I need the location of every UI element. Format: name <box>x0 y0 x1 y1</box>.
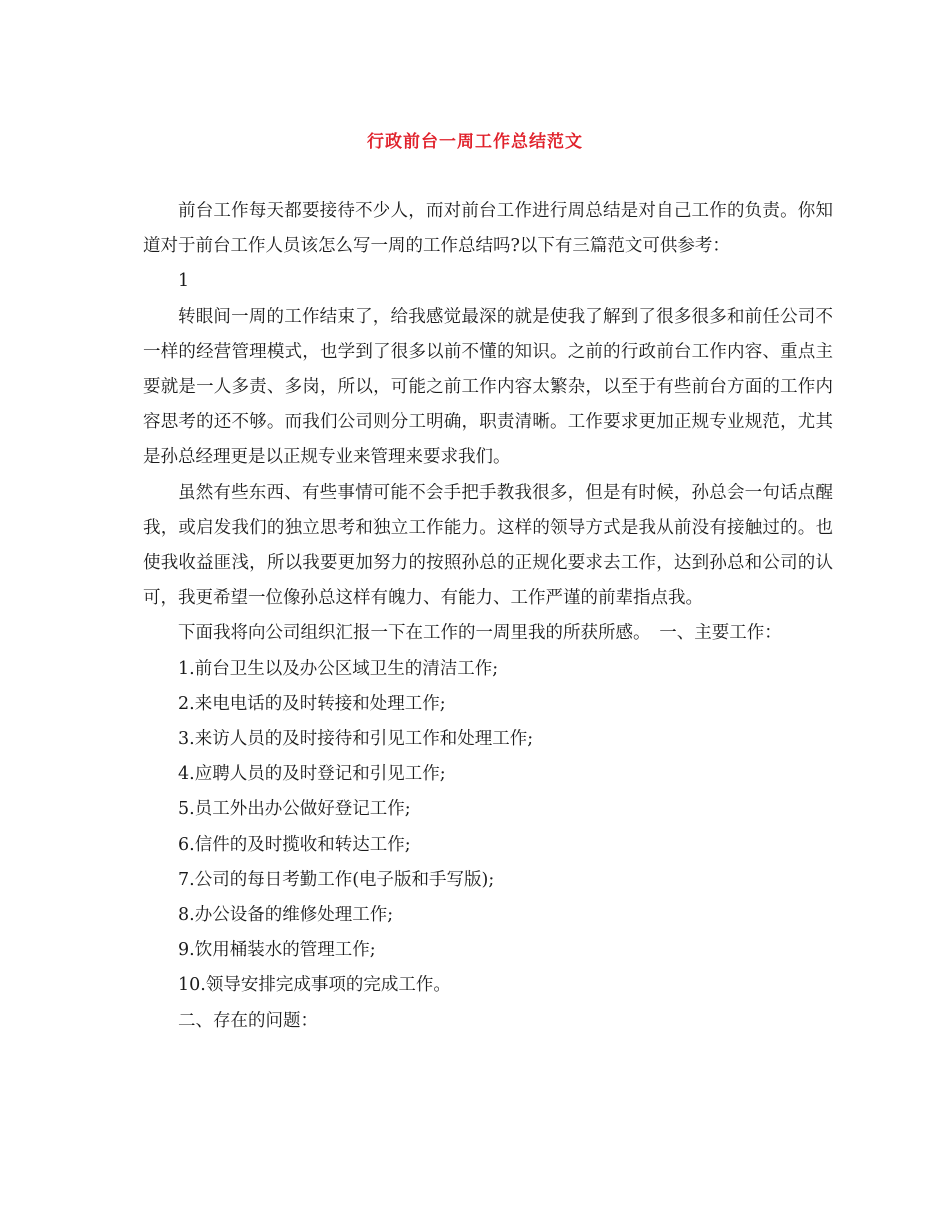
list-item: 9.饮用桶装水的管理工作; <box>178 940 376 961</box>
list-item: 5.员工外出办公做好登记工作; <box>178 799 411 820</box>
list-item: 2.来电电话的及时转接和处理工作; <box>178 693 446 714</box>
list-item: 3.来访人员的及时接待和引见工作和处理工作; <box>178 729 534 750</box>
list-item: 6.信件的及时揽收和转达工作; <box>178 834 411 855</box>
section-heading: 二、存在的问题： <box>178 1010 318 1031</box>
list-item: 8.办公设备的维修处理工作; <box>178 905 394 926</box>
paragraph-number: 1 <box>178 271 190 292</box>
list-item: 4.应聘人员的及时登记和引见工作; <box>178 764 446 785</box>
paragraph-body: 转眼间一周的工作结束了，给我感觉最深的就是使我了解到了很多很多和前任公司不一样的经营管理模式，也学到了很多以前不懂的知识。之前的行政前台工作内容、重点主要就是一人多责、多岗，所以，可能之前工作内容太繁杂，以至于有些前台方面的工作内容思考的还不够。而我们公司则分工明确，职责清晰。工作要求更加正规专业规范，尤其是孙总经理更是以正规专业来管理来要求我们。 <box>143 306 833 468</box>
list-item: 10.领导安排完成事项的完成工作。 <box>178 975 451 996</box>
paragraph-body: 下面我将向公司组织汇报一下在工作的一周里我的所获所感。 一、主要工作： <box>178 623 782 644</box>
list-item: 1.前台卫生以及办公区域卫生的清洁工作; <box>178 658 499 679</box>
paragraph-intro: 前台工作每天都要接待不少人，而对前台工作进行周总结是对自己工作的负责。你知道对于前台工作人员该怎么写一周的工作总结吗?以下有三篇范文可供参考： <box>143 201 833 257</box>
list-item: 7.公司的每日考勤工作(电子版和手写版); <box>178 869 495 890</box>
paragraph-body: 虽然有些东西、有些事情可能不会手把手教我很多，但是有时候，孙总会一句话点醒我，或启发我们的独立思考和独立工作能力。这样的领导方式是我从前没有接触过的。也使我收益匪浅，所以我要更加努力的按照孙总的正规化要求去工作，达到孙总和公司的认可，我更希望一位像孙总这样有魄力、有能力、工作严谨的前辈指点我。 <box>143 482 833 609</box>
document-title: 行政前台一周工作总结范文 <box>367 132 583 152</box>
document-body <box>143 194 833 1039</box>
